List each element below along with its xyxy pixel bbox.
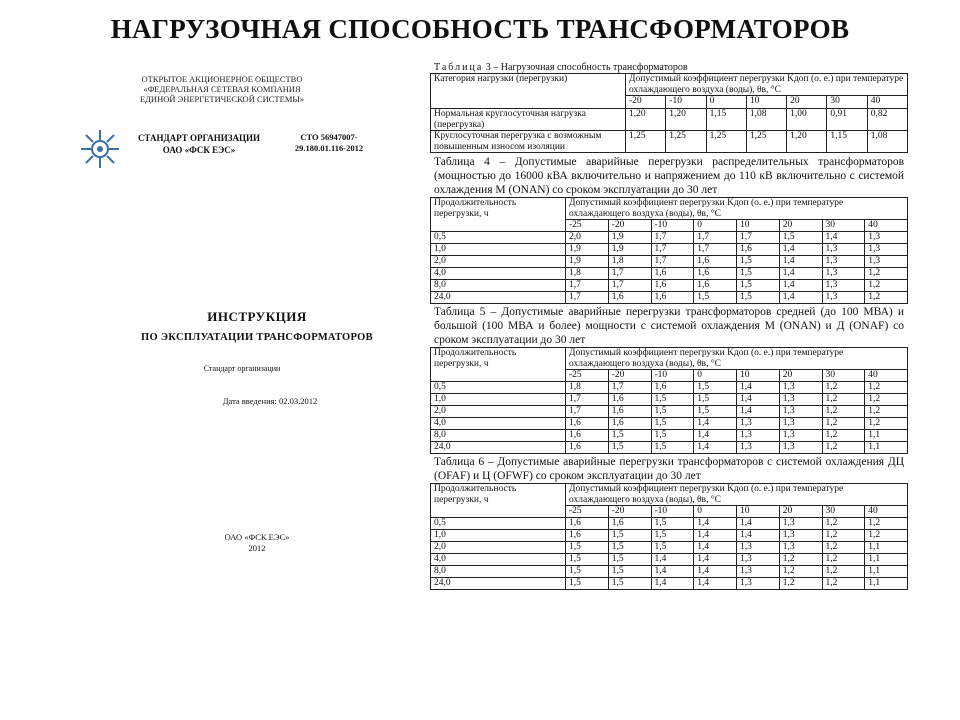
- table4-caption: Таблица 4 – Допустимые аварийные перегрузки распределительных трансформаторов (мощностью до 16000 кВА включительно и напряжением до 110 кВ включительно с системой охлаждения М (ONAN) со сроком эксплуатации до 30 лет: [434, 156, 904, 196]
- table6-row-label: 0,5: [431, 518, 566, 530]
- cover-kind: Стандарт организации: [203, 364, 281, 373]
- table5-value-cell: 1,5: [608, 442, 651, 454]
- table4-value-cell: 1,7: [608, 268, 651, 280]
- table6-value-cell: 1,5: [608, 566, 651, 578]
- table-row: [431, 554, 908, 566]
- table4-value-cell: 1,7: [566, 280, 609, 292]
- cover-standard-code: [284, 132, 374, 154]
- table6-value-cell: 1,2: [822, 542, 865, 554]
- table6-temp-header: 20: [779, 506, 822, 518]
- table6-value-cell: 1,4: [694, 566, 737, 578]
- table6-col1-header: Продолжительность перегрузки, ч: [431, 484, 566, 518]
- table4-value-cell: 1,5: [737, 256, 780, 268]
- table4-row-label: 4,0: [431, 268, 566, 280]
- table5-value-cell: 1,2: [865, 406, 908, 418]
- table4-value-cell: 1,7: [694, 232, 737, 244]
- table5-value-cell: 1,3: [779, 418, 822, 430]
- table5-value-cell: 1,4: [694, 418, 737, 430]
- table-row: [431, 244, 908, 256]
- table3-value-cell: 1,25: [706, 131, 746, 153]
- table4-value-cell: 1,7: [651, 232, 694, 244]
- table6-value-cell: 1,1: [865, 566, 908, 578]
- table5-value-cell: 1,6: [608, 418, 651, 430]
- table6-value-cell: 1,4: [737, 518, 780, 530]
- cover-subtitle: ПО ЭКСПЛУАТАЦИИ ТРАНСФОРМАТОРОВ: [141, 332, 373, 343]
- table4-value-cell: 1,5: [737, 280, 780, 292]
- table6-temp-header: 30: [822, 506, 865, 518]
- table5-value-cell: 1,3: [779, 430, 822, 442]
- table5-temp-header: -20: [608, 370, 651, 382]
- table4-value-cell: 1,3: [865, 256, 908, 268]
- table4-temp-header: -25: [566, 220, 609, 232]
- table4-value-cell: 1,5: [694, 292, 737, 304]
- table5-value-cell: 1,2: [822, 394, 865, 406]
- table4-value-cell: 1,2: [865, 268, 908, 280]
- table3-temp-header: -20: [626, 96, 666, 109]
- table3-value-cell: 1,15: [827, 131, 867, 153]
- table6-row-label: 8,0: [431, 566, 566, 578]
- table3-value-cell: 0,82: [867, 109, 907, 131]
- table4-value-cell: 1,3: [865, 244, 908, 256]
- table5-value-cell: 1,4: [694, 442, 737, 454]
- table6-value-cell: 1,4: [694, 554, 737, 566]
- table4-col1-header: Продолжительность перегрузки, ч: [431, 198, 566, 232]
- table5-row-label: 4,0: [431, 418, 566, 430]
- table5-value-cell: 1,2: [822, 382, 865, 394]
- table4-temp-header: -10: [651, 220, 694, 232]
- table6-value-cell: 1,4: [737, 530, 780, 542]
- table4-value-cell: 1,9: [608, 244, 651, 256]
- table6-value-cell: 1,4: [651, 554, 694, 566]
- table3-value-cell: 1,25: [746, 131, 786, 153]
- table5-value-cell: 1,5: [651, 406, 694, 418]
- table4-row-label: 1,0: [431, 244, 566, 256]
- table3-value-cell: 1,08: [867, 131, 907, 153]
- table4-row-label: 24,0: [431, 292, 566, 304]
- table6-value-cell: 1,5: [566, 542, 609, 554]
- table5-col2-header: Допустимый коэффициент перегрузки Kдоп (о. е.) при температуре охлаждающего воздуха (воды), θв, °С: [566, 348, 908, 370]
- table4-value-cell: 1,6: [737, 244, 780, 256]
- table3-temp-header: -10: [666, 96, 706, 109]
- table5-value-cell: 1,2: [865, 418, 908, 430]
- table4-value-cell: 1,4: [779, 244, 822, 256]
- table6-col2-header: Допустимый коэффициент перегрузки Kдоп (о. е.) при температуре охлаждающего воздуха (воды), θв, °С: [566, 484, 908, 506]
- table4-value-cell: 1,8: [608, 256, 651, 268]
- table4-value-cell: 1,6: [608, 292, 651, 304]
- table5-value-cell: 1,3: [737, 430, 780, 442]
- table6-temp-header: -10: [651, 506, 694, 518]
- table4-value-cell: 2,0: [566, 232, 609, 244]
- table4-value-cell: 1,5: [737, 292, 780, 304]
- table5-value-cell: 1,5: [608, 430, 651, 442]
- table4-value-cell: 1,6: [694, 280, 737, 292]
- cover-org-line: «ФЕДЕРАЛЬНАЯ СЕТЕВАЯ КОМПАНИЯ: [143, 84, 301, 94]
- cover-footer-org: ОАО «ФСК ЕЭС»: [224, 532, 290, 542]
- table4: [430, 197, 908, 304]
- table5-value-cell: 1,1: [865, 442, 908, 454]
- table-row: [431, 232, 908, 244]
- table4-value-cell: 1,3: [822, 292, 865, 304]
- table6-value-cell: 1,3: [737, 554, 780, 566]
- table4-value-cell: 1,7: [737, 232, 780, 244]
- table-row: [431, 382, 908, 394]
- table4-temp-header: 30: [822, 220, 865, 232]
- table-row: [431, 268, 908, 280]
- table6-value-cell: 1,2: [779, 566, 822, 578]
- table6-value-cell: 1,2: [865, 530, 908, 542]
- tables-column: [430, 62, 908, 692]
- table6-value-cell: 1,5: [608, 554, 651, 566]
- table5-value-cell: 1,4: [694, 430, 737, 442]
- table5-row-label: 1,0: [431, 394, 566, 406]
- table5-value-cell: 1,5: [651, 430, 694, 442]
- table6-value-cell: 1,6: [566, 530, 609, 542]
- cover-date: Дата введения: 02.03.2012: [222, 396, 318, 406]
- table5-value-cell: 1,3: [779, 442, 822, 454]
- table5-value-cell: 1,4: [737, 406, 780, 418]
- table4-temp-header: 40: [865, 220, 908, 232]
- cover-code-line: 29.180.01.116-2012: [294, 143, 364, 153]
- table5-row-label: 0,5: [431, 382, 566, 394]
- table5-value-cell: 1,4: [737, 394, 780, 406]
- table3-value-cell: 1,08: [746, 109, 786, 131]
- cover-footer-year: 2012: [248, 543, 266, 553]
- table5-value-cell: 1,3: [779, 382, 822, 394]
- table6-value-cell: 1,1: [865, 542, 908, 554]
- table6-value-cell: 1,2: [822, 518, 865, 530]
- table6-value-cell: 1,5: [608, 542, 651, 554]
- table3-caption-text: 3 – Нагрузочная способность трансформаторов: [485, 62, 688, 73]
- table6-value-cell: 1,5: [651, 530, 694, 542]
- table4-value-cell: 1,6: [651, 292, 694, 304]
- table6-value-cell: 1,5: [566, 554, 609, 566]
- table-row: [431, 292, 908, 304]
- table6-temp-header: -25: [566, 506, 609, 518]
- table5-value-cell: 1,5: [651, 394, 694, 406]
- table3-value-cell: 1,25: [626, 131, 666, 153]
- table5-value-cell: 1,7: [566, 394, 609, 406]
- table3-value-cell: 0,91: [827, 109, 867, 131]
- table5-value-cell: 1,5: [651, 442, 694, 454]
- table5-row-label: 2,0: [431, 406, 566, 418]
- table4-temp-header: 0: [694, 220, 737, 232]
- table5-temp-header: 20: [779, 370, 822, 382]
- table5-temp-header: 40: [865, 370, 908, 382]
- table4-value-cell: 1,4: [779, 268, 822, 280]
- table6-caption: Таблица 6 – Допустимые аварийные перегрузки трансформаторов с системой охлаждения ДЦ (OFAF) и Ц (OFWF) со сроком эксплуатации до 30 лет: [434, 456, 904, 482]
- table6-row-label: 2,0: [431, 542, 566, 554]
- table-row: [431, 430, 908, 442]
- table4-value-cell: 1,6: [694, 256, 737, 268]
- table5-value-cell: 1,3: [779, 406, 822, 418]
- table6-value-cell: 1,3: [737, 566, 780, 578]
- table5-value-cell: 1,3: [779, 394, 822, 406]
- table5-value-cell: 1,5: [694, 406, 737, 418]
- cover-organization: [112, 74, 332, 104]
- table6-value-cell: 1,2: [779, 554, 822, 566]
- table4-temp-header: 20: [779, 220, 822, 232]
- table-row: [431, 256, 908, 268]
- table6-value-cell: 1,2: [865, 518, 908, 530]
- table4-value-cell: 1,7: [651, 244, 694, 256]
- table5-value-cell: 1,6: [566, 418, 609, 430]
- table-row: [431, 442, 908, 454]
- table4-value-cell: 1,3: [822, 280, 865, 292]
- table4-value-cell: 1,4: [779, 292, 822, 304]
- table3: [430, 73, 908, 153]
- table4-value-cell: 1,4: [779, 256, 822, 268]
- table-row: [431, 578, 908, 590]
- table5-value-cell: 1,2: [822, 418, 865, 430]
- table5-value-cell: 1,3: [737, 418, 780, 430]
- table4-value-cell: 1,4: [822, 232, 865, 244]
- cover-org-line: ЕДИНОЙ ЭНЕРГЕТИЧЕСКОЙ СИСТЕМЫ»: [139, 94, 305, 104]
- table3-value-cell: 1,25: [666, 131, 706, 153]
- table4-temp-header: -20: [608, 220, 651, 232]
- table4-value-cell: 1,5: [737, 268, 780, 280]
- table6-value-cell: 1,4: [694, 530, 737, 542]
- table6-value-cell: 1,3: [737, 578, 780, 590]
- table6-value-cell: 1,5: [566, 566, 609, 578]
- table4-row-label: 0,5: [431, 232, 566, 244]
- cover-footer: [157, 532, 357, 554]
- table3-caption-label: Таблица: [434, 62, 484, 73]
- table5-value-cell: 1,2: [822, 442, 865, 454]
- table6-value-cell: 1,4: [694, 518, 737, 530]
- table5-value-cell: 1,7: [608, 382, 651, 394]
- table6-value-cell: 1,5: [608, 578, 651, 590]
- table3-temp-header: 20: [787, 96, 827, 109]
- table-row: [431, 418, 908, 430]
- table6-value-cell: 1,4: [694, 542, 737, 554]
- table4-col2-header: Допустимый коэффициент перегрузки Kдоп (о. е.) при температуре охлаждающего воздуха (воды), θв, °С: [566, 198, 908, 220]
- table-row: [431, 394, 908, 406]
- table6-temp-header: 10: [737, 506, 780, 518]
- table5-value-cell: 1,6: [566, 430, 609, 442]
- table5-row-label: 8,0: [431, 430, 566, 442]
- table-row: [431, 542, 908, 554]
- table3-temp-header: 0: [706, 96, 746, 109]
- table-row: [431, 131, 908, 153]
- table4-value-cell: 1,7: [566, 292, 609, 304]
- table5-value-cell: 1,2: [822, 406, 865, 418]
- table4-value-cell: 1,6: [651, 280, 694, 292]
- table6: [430, 483, 908, 590]
- table3-temp-header: 30: [827, 96, 867, 109]
- table6-value-cell: 1,5: [651, 542, 694, 554]
- table4-value-cell: 1,9: [566, 244, 609, 256]
- table6-value-cell: 1,3: [737, 542, 780, 554]
- table4-value-cell: 1,7: [608, 280, 651, 292]
- table6-temp-header: -20: [608, 506, 651, 518]
- table6-value-cell: 1,2: [779, 578, 822, 590]
- table5-value-cell: 1,6: [608, 406, 651, 418]
- table6-value-cell: 1,3: [779, 518, 822, 530]
- table-row: [431, 566, 908, 578]
- table5-row-label: 24,0: [431, 442, 566, 454]
- table6-row-label: 24,0: [431, 578, 566, 590]
- table3-temp-header: 40: [867, 96, 907, 109]
- table3-row-label: Круглосуточная перегрузка с возможным повышенным износом изоляции: [431, 131, 626, 153]
- table4-value-cell: 1,2: [865, 280, 908, 292]
- table-row: [431, 280, 908, 292]
- table5-value-cell: 1,3: [737, 442, 780, 454]
- table4-value-cell: 1,5: [779, 232, 822, 244]
- table5-value-cell: 1,6: [651, 382, 694, 394]
- table6-value-cell: 1,2: [822, 566, 865, 578]
- table4-value-cell: 1,9: [608, 232, 651, 244]
- table4-value-cell: 1,2: [865, 292, 908, 304]
- table3-value-cell: 1,15: [706, 109, 746, 131]
- cover-std-line: СТАНДАРТ ОРГАНИЗАЦИИ: [137, 133, 261, 143]
- table4-value-cell: 1,9: [566, 256, 609, 268]
- table5-value-cell: 1,2: [865, 382, 908, 394]
- table3-row-label: Нормальная круглосуточная нагрузка (перегрузка): [431, 109, 626, 131]
- table5-value-cell: 1,5: [651, 418, 694, 430]
- table-row: [431, 109, 908, 131]
- table6-value-cell: 1,1: [865, 554, 908, 566]
- table6-value-cell: 1,2: [822, 578, 865, 590]
- cover-org-line: ОТКРЫТОЕ АКЦИОНЕРНОЕ ОБЩЕСТВО: [141, 74, 303, 84]
- table4-value-cell: 1,6: [651, 268, 694, 280]
- table5-value-cell: 1,6: [566, 442, 609, 454]
- table4-value-cell: 1,3: [822, 268, 865, 280]
- cover-title: ИНСТРУКЦИЯ: [207, 309, 307, 324]
- table6-value-cell: 1,3: [779, 530, 822, 542]
- table5-col1-header: Продолжительность перегрузки, ч: [431, 348, 566, 382]
- table4-value-cell: 1,8: [566, 268, 609, 280]
- cover-standard-label: [124, 132, 274, 156]
- table4-row-label: 2,0: [431, 256, 566, 268]
- table4-value-cell: 1,6: [694, 268, 737, 280]
- table6-value-cell: 1,5: [608, 530, 651, 542]
- table5-caption: Таблица 5 – Допустимые аварийные перегрузки трансформаторов средней (до 100 МВА) и большой (100 МВА и более) мощности с системой охлаждения М (ONAN) и Д (ONAF) со сроком эксплуатации до 30 лет: [434, 306, 904, 346]
- standard-cover-page: [52, 66, 412, 666]
- table4-value-cell: 1,7: [694, 244, 737, 256]
- table6-value-cell: 1,1: [865, 578, 908, 590]
- cover-code-line: СТО 56947007-: [300, 132, 358, 142]
- fsk-ees-logo-icon: [77, 126, 123, 172]
- table-row: [431, 530, 908, 542]
- table6-value-cell: 1,4: [651, 578, 694, 590]
- table4-row-label: 8,0: [431, 280, 566, 292]
- table6-value-cell: 1,5: [566, 578, 609, 590]
- table5-value-cell: 1,7: [566, 406, 609, 418]
- table5-temp-header: -25: [566, 370, 609, 382]
- table-row: [431, 518, 908, 530]
- table5-value-cell: 1,1: [865, 430, 908, 442]
- table3-col1-header: Категория нагрузки (перегрузки): [431, 74, 626, 109]
- table5: [430, 347, 908, 454]
- table6-temp-header: 40: [865, 506, 908, 518]
- table6-value-cell: 1,2: [822, 554, 865, 566]
- table6-row-label: 4,0: [431, 554, 566, 566]
- table3-caption: [430, 62, 908, 73]
- table6-value-cell: 1,4: [651, 566, 694, 578]
- table6-value-cell: 1,5: [651, 518, 694, 530]
- table6-value-cell: 1,3: [779, 542, 822, 554]
- slide-title: НАГРУЗОЧНАЯ СПОСОБНОСТЬ ТРАНСФОРМАТОРОВ: [110, 14, 850, 44]
- table6-row-label: 1,0: [431, 530, 566, 542]
- table3-value-cell: 1,20: [666, 109, 706, 131]
- table6-value-cell: 1,4: [694, 578, 737, 590]
- table5-temp-header: 10: [737, 370, 780, 382]
- table4-temp-header: 10: [737, 220, 780, 232]
- table6-temp-header: 0: [694, 506, 737, 518]
- table3-temp-header: 10: [746, 96, 786, 109]
- table4-value-cell: 1,4: [779, 280, 822, 292]
- table5-value-cell: 1,8: [566, 382, 609, 394]
- table5-temp-header: 30: [822, 370, 865, 382]
- table4-value-cell: 1,3: [822, 256, 865, 268]
- table4-value-cell: 1,7: [651, 256, 694, 268]
- table3-col2-header: Допустимый коэффициент перегрузки Kдоп (о. е.) при температуре охлаждающего воздуха (воды), θв, °С: [626, 74, 908, 96]
- table5-temp-header: 0: [694, 370, 737, 382]
- table5-value-cell: 1,2: [822, 430, 865, 442]
- table6-value-cell: 1,2: [822, 530, 865, 542]
- table3-value-cell: 1,00: [787, 109, 827, 131]
- table5-temp-header: -10: [651, 370, 694, 382]
- table5-value-cell: 1,6: [608, 394, 651, 406]
- table4-value-cell: 1,3: [822, 244, 865, 256]
- table3-value-cell: 1,20: [626, 109, 666, 131]
- table6-value-cell: 1,6: [566, 518, 609, 530]
- table-row: [431, 406, 908, 418]
- table3-value-cell: 1,20: [787, 131, 827, 153]
- table6-value-cell: 1,6: [608, 518, 651, 530]
- table5-value-cell: 1,4: [737, 382, 780, 394]
- table5-value-cell: 1,2: [865, 394, 908, 406]
- cover-std-line: ОАО «ФСК ЕЭС»: [162, 145, 236, 155]
- table5-value-cell: 1,5: [694, 394, 737, 406]
- table4-value-cell: 1,3: [865, 232, 908, 244]
- table5-value-cell: 1,5: [694, 382, 737, 394]
